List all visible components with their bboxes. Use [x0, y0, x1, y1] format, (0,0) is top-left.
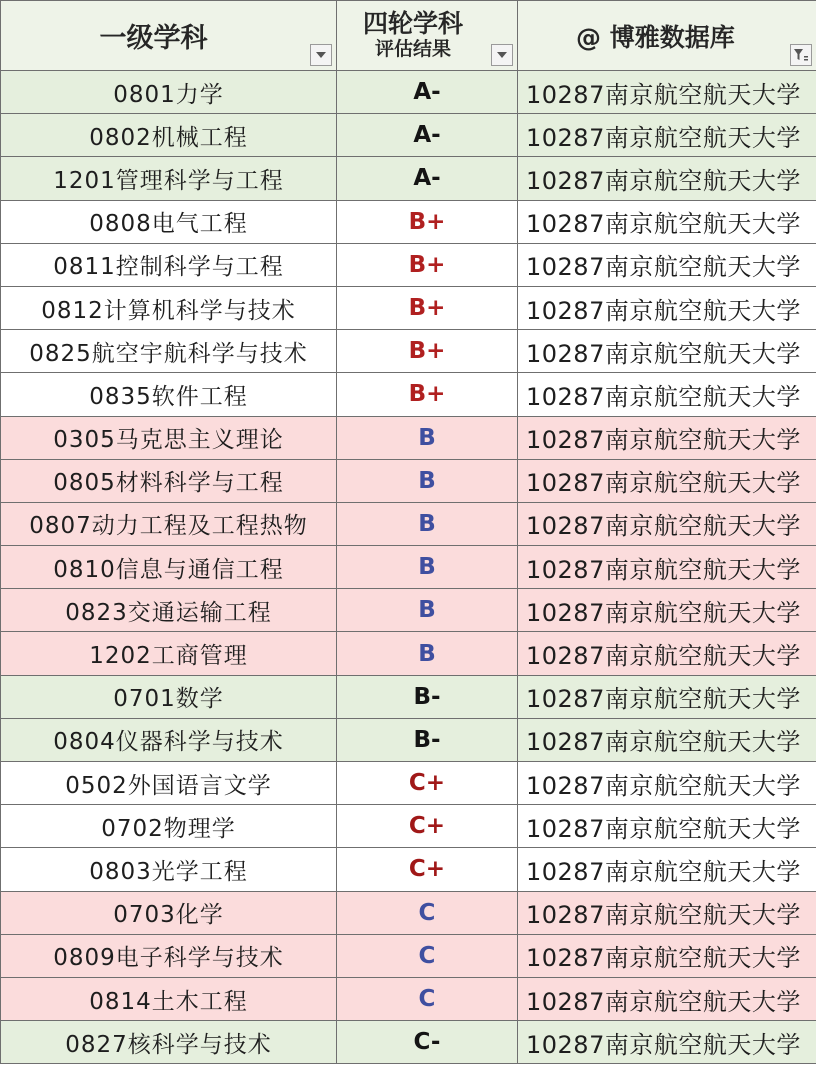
subject-cell[interactable]: 0807动力工程及工程热物	[1, 502, 337, 545]
header-source	[518, 1, 816, 71]
university-cell[interactable]: 10287南京航空航天大学	[518, 157, 816, 200]
subject-cell[interactable]: 0703化学	[1, 891, 337, 934]
university-cell[interactable]: 10287南京航空航天大学	[518, 114, 816, 157]
subject-cell[interactable]: 0808电气工程	[1, 200, 337, 243]
subject-cell[interactable]: 0801力学	[1, 71, 337, 114]
grade-cell[interactable]: C	[337, 934, 518, 977]
grade-cell[interactable]: C-	[337, 1021, 518, 1064]
grade-cell[interactable]: B	[337, 502, 518, 545]
grade-cell[interactable]: B	[337, 632, 518, 675]
subject-cell[interactable]: 0835软件工程	[1, 373, 337, 416]
university-cell[interactable]: 10287南京航空航天大学	[518, 718, 816, 761]
header-subject-label: 一级学科	[99, 23, 208, 54]
grade-cell[interactable]: C	[337, 891, 518, 934]
table-row[interactable]	[1, 459, 816, 502]
grade-cell[interactable]: A-	[337, 157, 518, 200]
grade-cell[interactable]: C	[337, 977, 518, 1020]
subject-cell[interactable]: 0810信息与通信工程	[1, 546, 337, 589]
subject-cell[interactable]: 0502外国语言文学	[1, 762, 337, 805]
university-cell[interactable]: 10287南京航空航天大学	[518, 589, 816, 632]
table-row[interactable]	[1, 114, 816, 157]
university-cell[interactable]: 10287南京航空航天大学	[518, 675, 816, 718]
university-cell[interactable]: 10287南京航空航天大学	[518, 848, 816, 891]
university-cell[interactable]: 10287南京航空航天大学	[518, 373, 816, 416]
university-cell[interactable]: 10287南京航空航天大学	[518, 286, 816, 329]
table-row[interactable]	[1, 71, 816, 114]
subject-cell[interactable]: 0702物理学	[1, 805, 337, 848]
grade-cell[interactable]: B-	[337, 675, 518, 718]
grade-cell[interactable]: B+	[337, 200, 518, 243]
subject-cell[interactable]: 0812计算机科学与技术	[1, 286, 337, 329]
table-row[interactable]	[1, 157, 816, 200]
table-row[interactable]	[1, 805, 816, 848]
grade-cell[interactable]: B+	[337, 243, 518, 286]
table-row[interactable]	[1, 589, 816, 632]
table-row[interactable]	[1, 934, 816, 977]
table-row[interactable]	[1, 330, 816, 373]
university-cell[interactable]: 10287南京航空航天大学	[518, 977, 816, 1020]
subject-cell[interactable]: 0701数学	[1, 675, 337, 718]
grade-cell[interactable]: B	[337, 459, 518, 502]
university-cell[interactable]: 10287南京航空航天大学	[518, 546, 816, 589]
table-row[interactable]	[1, 546, 816, 589]
subject-cell[interactable]: 0809电子科学与技术	[1, 934, 337, 977]
table-body	[1, 71, 816, 1064]
table-row[interactable]	[1, 373, 816, 416]
table-row[interactable]	[1, 416, 816, 459]
grade-cell[interactable]: C+	[337, 762, 518, 805]
grade-cell[interactable]: B	[337, 589, 518, 632]
subject-cell[interactable]: 0802机械工程	[1, 114, 337, 157]
university-cell[interactable]: 10287南京航空航天大学	[518, 502, 816, 545]
university-cell[interactable]: 10287南京航空航天大学	[518, 1021, 816, 1064]
grade-cell[interactable]: A-	[337, 114, 518, 157]
subject-cell[interactable]: 0305马克思主义理论	[1, 416, 337, 459]
header-grade-label-line1: 四轮学科	[362, 9, 463, 39]
table-row[interactable]	[1, 1021, 816, 1064]
table-row[interactable]	[1, 632, 816, 675]
university-cell[interactable]: 10287南京航空航天大学	[518, 762, 816, 805]
university-cell[interactable]: 10287南京航空航天大学	[518, 632, 816, 675]
dropdown-arrow-icon	[315, 51, 327, 59]
table-row[interactable]	[1, 718, 816, 761]
university-cell[interactable]: 10287南京航空航天大学	[518, 459, 816, 502]
grade-cell[interactable]: C+	[337, 848, 518, 891]
header-grade-label-line2: 评估结果	[374, 37, 451, 60]
university-cell[interactable]: 10287南京航空航天大学	[518, 243, 816, 286]
grade-dropdown-button[interactable]	[491, 44, 513, 66]
grade-cell[interactable]: C+	[337, 805, 518, 848]
subject-cell[interactable]: 0823交通运输工程	[1, 589, 337, 632]
subject-cell[interactable]: 0811控制科学与工程	[1, 243, 337, 286]
table-row[interactable]	[1, 762, 816, 805]
header-grade	[337, 1, 518, 71]
grade-cell[interactable]: B+	[337, 330, 518, 373]
grade-cell[interactable]: A-	[337, 71, 518, 114]
table-row[interactable]	[1, 977, 816, 1020]
header-source-label: @ 博雅数据库	[576, 22, 735, 52]
university-filter-button[interactable]	[790, 44, 812, 66]
university-cell[interactable]: 10287南京航空航天大学	[518, 416, 816, 459]
grade-cell[interactable]: B+	[337, 373, 518, 416]
grade-cell[interactable]: B+	[337, 286, 518, 329]
header-subject	[1, 1, 337, 71]
subject-cell[interactable]: 0803光学工程	[1, 848, 337, 891]
table-row[interactable]	[1, 848, 816, 891]
filter-icon	[793, 48, 809, 62]
dropdown-arrow-icon	[496, 51, 508, 59]
table-row[interactable]	[1, 891, 816, 934]
university-cell[interactable]: 10287南京航空航天大学	[518, 71, 816, 114]
subject-cell[interactable]: 0827核科学与技术	[1, 1021, 337, 1064]
subject-cell[interactable]: 1202工商管理	[1, 632, 337, 675]
table-row[interactable]	[1, 286, 816, 329]
university-cell[interactable]: 10287南京航空航天大学	[518, 330, 816, 373]
subject-cell[interactable]: 1201管理科学与工程	[1, 157, 337, 200]
grade-cell[interactable]: B	[337, 416, 518, 459]
table-row[interactable]	[1, 200, 816, 243]
university-cell[interactable]: 10287南京航空航天大学	[518, 891, 816, 934]
grade-cell[interactable]: B	[337, 546, 518, 589]
university-cell[interactable]: 10287南京航空航天大学	[518, 200, 816, 243]
subject-cell[interactable]: 0825航空宇航科学与技术	[1, 330, 337, 373]
university-cell[interactable]: 10287南京航空航天大学	[518, 805, 816, 848]
subject-cell[interactable]: 0814土木工程	[1, 977, 337, 1020]
header-row	[1, 1, 816, 71]
subject-cell[interactable]: 0805材料科学与工程	[1, 459, 337, 502]
grade-cell[interactable]: B-	[337, 718, 518, 761]
subject-cell[interactable]: 0804仪器科学与技术	[1, 718, 337, 761]
table-row[interactable]	[1, 243, 816, 286]
university-cell[interactable]: 10287南京航空航天大学	[518, 934, 816, 977]
subject-dropdown-button[interactable]	[310, 44, 332, 66]
table-row[interactable]	[1, 675, 816, 718]
table-row[interactable]	[1, 502, 816, 545]
